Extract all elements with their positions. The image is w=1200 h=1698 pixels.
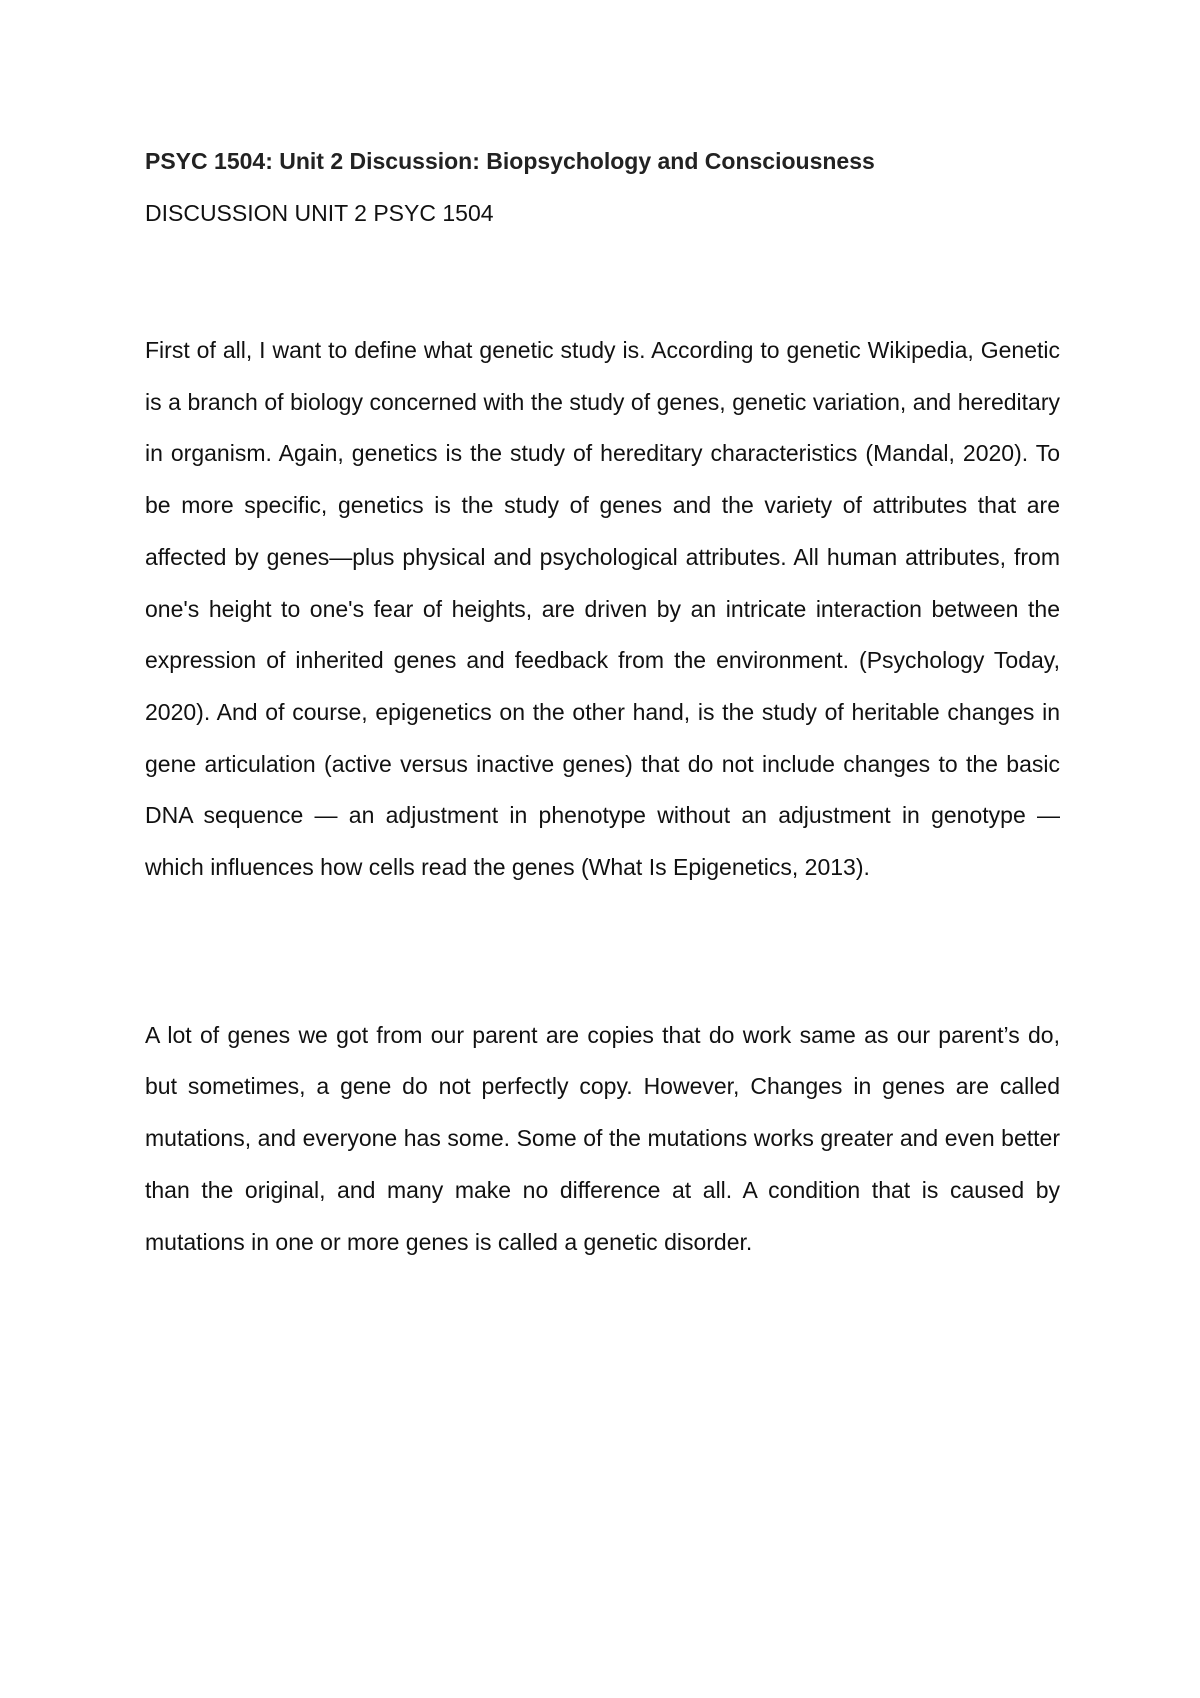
document-title: PSYC 1504: Unit 2 Discussion: Biopsychology and Consciousness [145, 148, 875, 174]
paragraph-genetics-definition: First of all, I want to define what genetic study is. According to genetic Wikipedia, Genetic is a branch of biology concerned with the study of genes, genetic variation, and hereditary in organism. Again, genetics is the study of hereditary characteristics (Mandal, 2020). To be more specific, genetics is the study of genes and the variety of attributes that are affected by genes—plus physical and psychological attributes. All human attributes, from one's height to one's fear of heights, are driven by an intricate interaction between the expression of inherited genes and feedback from the environment. (Psychology Today, 2020). And of course, epigenetics on the other hand, is the study of heritable changes in gene articulation (active versus inactive genes) that do not include changes to the basic DNA sequence — an adjustment in phenotype without an adjustment in genotype — which influences how cells read the genes (What Is Epigenetics, 2013). [145, 337, 1060, 881]
document-subtitle: DISCUSSION UNIT 2 PSYC 1504 [145, 200, 494, 226]
document-body [145, 146, 1060, 1268]
paragraph-mutations: A lot of genes we got from our parent are copies that do work same as our parent’s do, but sometimes, a gene do not perfectly copy. However, Changes in genes are called mutations, and everyone has some. Some of the mutations works greater and even better than the original, and many make no difference at all. A condition that is caused by mutations in one or more genes is called a genetic disorder. [145, 1021, 1060, 1255]
